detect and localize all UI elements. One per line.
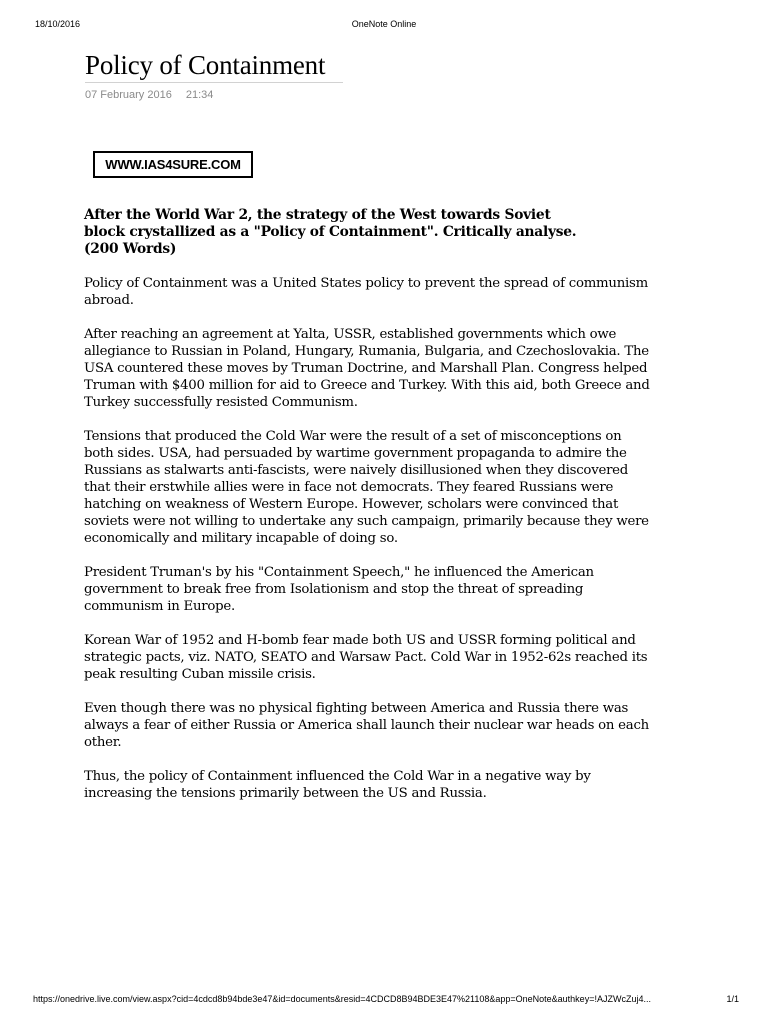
paragraph: Tensions that produced the Cold War were the result of a set of misconceptions on both sides. USA, had persuaded by wartime government propaganda to admire the Russians as stalwarts anti-fascists, were naively disillusioned when they discovered that their erstwhile allies were in face not democrats. They feared Russians were hatching on weakness of Western Europe. However, scholars were convinced that soviets were not willing to undertake any such campaign, primarily because they were economically and military incapable of doing so.: [84, 429, 649, 546]
print-header: [0, 18, 768, 30]
paragraph: Thus, the policy of Containment influenced the Cold War in a negative way by increasing the tensions primarily between the US and Russia.: [84, 769, 591, 801]
page-date: 07 February 2016: [85, 89, 172, 101]
print-footer: [0, 993, 768, 1005]
page-number: 1/1: [726, 994, 739, 1004]
source-url: https://onedrive.live.com/view.aspx?cid=4cdcd8b94bde3e47&id=documents&resid=4CDCD8B94BDE3E47%21108&app=OneNote&authkey=!AJZWcZuj4...: [33, 994, 651, 1004]
page-time: 21:34: [185, 89, 214, 101]
site-logo-box: WWW.IAS4SURE.COM: [93, 151, 253, 178]
page-meta: [85, 88, 213, 102]
paragraph: After reaching an agreement at Yalta, USSR, established governments which owe allegiance to Russian in Poland, Hungary, Rumania, Bulgaria, and Czechoslovakia. The USA countered these moves by Truman Doctrine, and Marshall Plan. Congress helped Truman with $400 million for aid to Greece and Turkey. With this aid, both Greece and Turkey successfully resisted Communism.: [84, 327, 650, 410]
paragraph: President Truman's by his "Containment Speech," he influenced the American government to break free from Isolationism and stop the threat of spreading communism in Europe.: [84, 565, 594, 614]
print-app-title: OneNote Online: [351, 19, 417, 29]
question-heading: After the World War 2, the strategy of the West towards Soviet block crystallized as a "Policy of Containment". Critically analyse. (200 Words): [84, 207, 577, 257]
paragraph: Korean War of 1952 and H-bomb fear made both US and USSR forming political and strategic pacts, viz. NATO, SEATO and Warsaw Pact. Cold War in 1952-62s reached its peak resulting Cuban missile crisis.: [84, 633, 648, 682]
paragraph: Policy of Containment was a United States policy to prevent the spread of communism abroad.: [84, 276, 648, 308]
page-title: Policy of Containment: [85, 48, 343, 83]
page-content: [84, 207, 654, 819]
paragraph: Even though there was no physical fighting between America and Russia there was always a fear of either Russia or America shall launch their nuclear war heads on each other.: [84, 701, 649, 750]
print-date: 18/10/2016: [35, 19, 81, 29]
